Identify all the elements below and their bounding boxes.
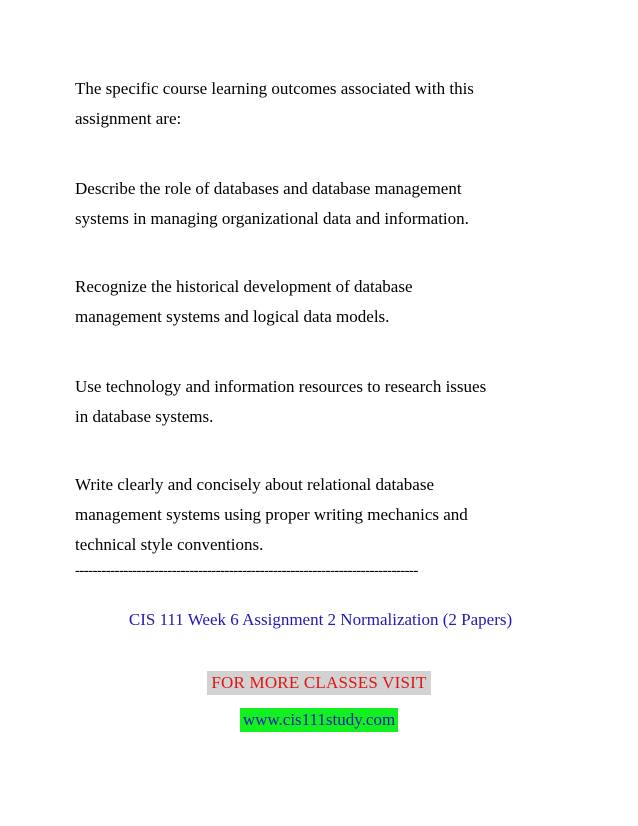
dashed-separator: ------------------------------------------------------------------------------ <box>75 563 418 579</box>
outcome-item-4 <box>75 470 575 560</box>
outcome-2-line-1: Recognize the historical development of database <box>75 277 413 296</box>
outcome-3-line-1: Use technology and information resources to research issues <box>75 377 487 396</box>
visit-text: FOR MORE CLASSES VISIT <box>207 671 430 695</box>
outcome-item-1 <box>75 174 575 234</box>
outcome-4-line-1: Write clearly and concisely about relational database <box>75 475 434 494</box>
url-banner <box>0 708 638 732</box>
outcome-item-3 <box>75 372 575 432</box>
outcome-1-line-2: systems in managing organizational data and information. <box>75 209 469 228</box>
course-link[interactable]: CIS 111 Week 6 Assignment 2 Normalization (2 Papers) <box>128 610 513 629</box>
outcome-1-line-1: Describe the role of databases and database management <box>75 179 462 198</box>
website-link[interactable]: www.cis111study.com <box>240 708 398 732</box>
outcome-item-2 <box>75 272 575 332</box>
outcomes-intro-line-2: assignment are: <box>75 109 182 128</box>
outcomes-intro <box>75 74 575 134</box>
outcome-4-line-2: management systems using proper writing mechanics and <box>75 505 468 524</box>
outcomes-intro-line-1: The specific course learning outcomes associated with this <box>75 79 474 98</box>
outcome-3-line-2: in database systems. <box>75 407 214 426</box>
outcome-2-line-2: management systems and logical data models. <box>75 307 390 326</box>
outcome-4-line-3: technical style conventions. <box>75 535 264 554</box>
visit-banner <box>0 671 638 695</box>
